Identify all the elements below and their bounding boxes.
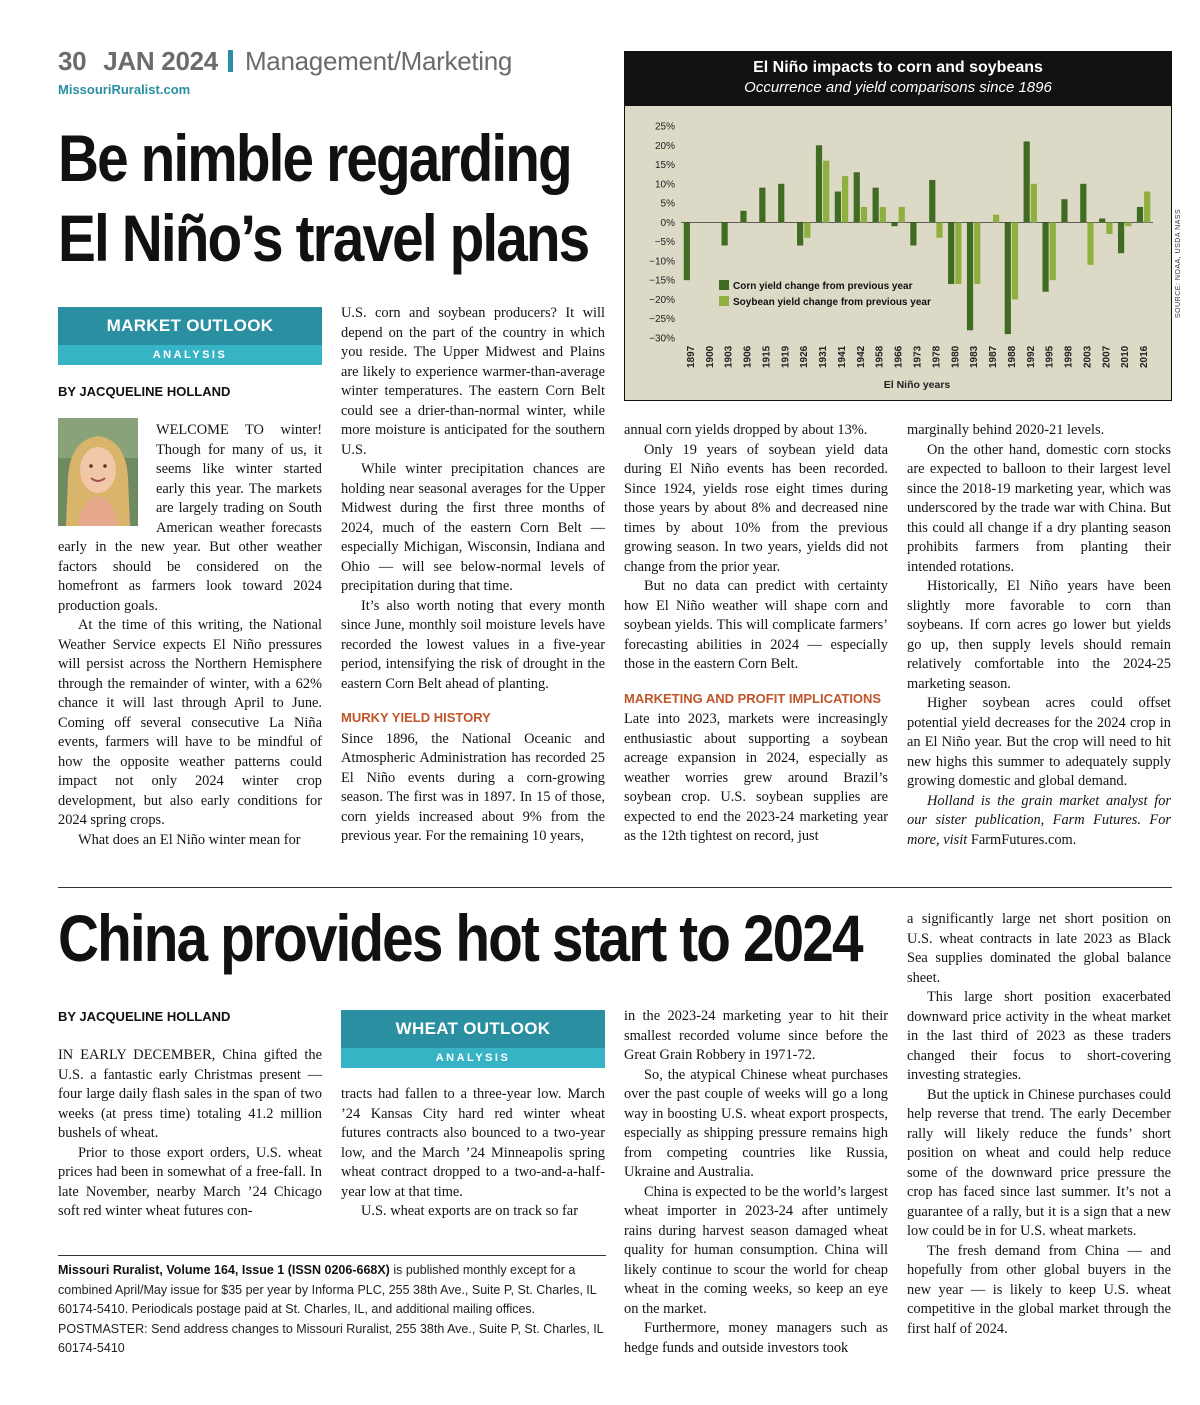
soybean-bar <box>880 207 886 222</box>
paragraph: Historically, El Niño years have been slightly more favorable to corn than soybeans. If corn acres go lower but yields go up, then supply levels should remain relatively comfortable into the 2024-25 marketing season. <box>907 578 1171 692</box>
article1-byline: BY JACQUELINE HOLLAND <box>58 384 231 399</box>
corn-bar <box>967 222 973 330</box>
article2-column3 <box>624 1007 888 1358</box>
y-tick-label: 20% <box>654 140 675 152</box>
publication-info <box>58 1261 608 1359</box>
paragraph: But no data can predict with certainty how El Niño weather will shape corn and soybean yields. This will complicate farmers’ forecasting abilities in 2024 — especially those in the eastern Corn Belt. <box>624 578 888 672</box>
x-tick-label: 1998 <box>1063 345 1075 368</box>
badge-subtitle: ANALYSIS <box>58 345 322 365</box>
corn-bar <box>929 180 935 222</box>
footer-rule <box>58 1255 606 1256</box>
soybean-bar <box>861 207 867 222</box>
y-tick-label: −30% <box>649 333 675 345</box>
corn-bar <box>722 222 728 245</box>
x-tick-label: 2007 <box>1101 345 1113 368</box>
x-tick-label: 1983 <box>969 345 981 368</box>
paragraph: Since 1896, the National Oceanic and Atmospheric Administration has recorded 25 El Niño events during a corn-growing season. The first was in 1897. In 15 of those, corn yields increased about 9% from the previous year. For the remaining 10 years, <box>341 730 605 844</box>
chart-source: SOURCE: NOAA, USDA NASS <box>1175 208 1182 318</box>
soybean-bar <box>1144 192 1150 223</box>
soybean-bar <box>823 161 829 223</box>
farmfutures-link[interactable]: FarmFutures.com. <box>970 831 1077 848</box>
paragraph: Only 19 years of soybean yield data during El Niño events has been recorded. Since 1924, yields rose eight times during those years by about 8% and decreased nine times by about 10% from the previous growing season. In two years, yields did not change from the prior year. <box>624 441 888 575</box>
article1-column1 <box>58 421 322 850</box>
paragraph: Prior to those export orders, U.S. wheat prices had been in somewhat of a free-fall. In late November, nearby March ’24 Chicago soft red winter wheat futures con- <box>58 1144 322 1219</box>
x-tick-label: 2010 <box>1120 345 1132 368</box>
paragraph: marginally behind 2020-21 levels. <box>907 422 1105 438</box>
x-tick-label: 1919 <box>780 345 792 368</box>
paragraph: What does an El Niño winter mean for <box>78 831 301 848</box>
article2-headline: China provides hot start to 2024 <box>58 901 862 975</box>
badge-title: WHEAT OUTLOOK <box>395 1019 551 1038</box>
y-tick-label: −10% <box>649 256 675 268</box>
legend-swatch-soybean <box>719 296 729 306</box>
soybean-bar <box>899 207 905 222</box>
corn-bar <box>1061 199 1067 222</box>
page-header <box>58 46 512 77</box>
article1-column4 <box>907 421 1171 850</box>
soybean-bar <box>974 222 980 284</box>
x-tick-label: 1987 <box>988 345 1000 368</box>
x-tick-label: 1978 <box>931 345 943 368</box>
paragraph: China is expected to be the world’s largest wheat importer in 2023-24 after untimely rains during harvest season damaged wheat quality for human consumption. China will likely continue to scour the world for cheap wheat in the coming weeks, so keep an eye on the market. <box>624 1183 888 1317</box>
corn-bar <box>891 222 897 226</box>
paragraph: On the other hand, domestic corn stocks are expected to balloon to their largest level since the 2018-19 marketing year, which was underscored by the trade war with China. But this could all change if a dry planting season prohibits farmers from planting their intended rotations. <box>907 441 1171 575</box>
soybean-bar <box>1012 222 1018 299</box>
paragraph: WELCOME TO winter! Though for many of us, it seems like winter started early this year. The markets are largely trading on South American weather forecasts early in the new year. But other weather factors should be considered on the homefront as farmers look toward 2024 production goals. <box>58 422 322 614</box>
y-tick-label: −5% <box>654 237 675 249</box>
corn-bar <box>1042 222 1048 291</box>
article1-headline-line2: El Niño’s travel plans <box>58 201 589 275</box>
x-tick-label: 1973 <box>912 345 924 368</box>
corn-bar <box>910 222 916 245</box>
x-tick-label: 1931 <box>818 345 830 368</box>
subhead-marketing-profit: MARKETING AND PROFIT IMPLICATIONS <box>624 690 882 706</box>
x-tick-label: 1926 <box>799 345 811 368</box>
page-number: 30 <box>58 46 87 76</box>
soybean-bar <box>1125 222 1131 226</box>
x-tick-label: 1966 <box>893 345 905 368</box>
x-tick-label: 2003 <box>1082 345 1094 368</box>
chart-title: El Niño impacts to corn and soybeans <box>753 59 1043 76</box>
corn-bar <box>873 188 879 223</box>
corn-bar <box>854 172 860 222</box>
paragraph: The fresh demand from China — and hopefully from other global buyers in the new year — is likely to keep U.S. wheat competitive in the global market through the first half of 2024. <box>907 1242 1171 1337</box>
soybean-bar <box>1031 184 1037 223</box>
y-tick-label: −15% <box>649 275 675 287</box>
author-bio: Holland is the grain market analyst for our sister publication, Farm Futures. For more, visit FarmFutures.com. <box>907 792 1171 848</box>
article2-byline: BY JACQUELINE HOLLAND <box>58 1009 231 1024</box>
website-link[interactable]: MissouriRuralist.com <box>58 82 191 97</box>
paragraph: a significantly large net short position on U.S. wheat contracts in late 2023 as Black Sea supplies dominated the global balance sheet. <box>907 911 1171 986</box>
x-tick-label: 1903 <box>723 345 735 368</box>
corn-bar <box>835 192 841 223</box>
x-tick-label: 1980 <box>950 345 962 368</box>
article1-headline-line1: Be nimble regarding <box>58 121 571 195</box>
paragraph: Higher soybean acres could offset potential yield decreases for the 2024 crop in an El Niño year. But the crop will need to hit new highs this summer to adequately supply growing domestic and global demand. <box>907 695 1171 789</box>
article2-column2 <box>341 1085 605 1222</box>
market-outlook-badge <box>58 307 322 365</box>
corn-bar <box>1024 141 1030 222</box>
corn-bar <box>1118 222 1124 253</box>
paragraph: Furthermore, money managers such as hedge funds and outside investors took <box>624 1320 888 1356</box>
corn-bar <box>1099 219 1105 223</box>
paragraph: Late into 2023, markets were increasingly enthusiastic about supporting a soybean acreage expansion in 2024, especially as weather worries grew around Brazil’s soybean crop. U.S. soybean supplies are expected to end the 2023-24 marketing year as the 12th tightest on record, just <box>624 711 888 844</box>
el-nino-chart <box>624 51 1172 401</box>
paragraph: IN EARLY DECEMBER, China gifted the U.S. a fantastic early Christmas present — four large daily flash sales in the span of two weeks (at press time) totaling 41.2 million bushels of wheat. <box>58 1047 322 1141</box>
paragraph: This large short position exacerbated downward price activity in the wheat market in the last third of 2023 as these traders changed their focus to short-covering investing strategies. <box>907 989 1171 1083</box>
badge-title: MARKET OUTLOOK <box>106 316 274 335</box>
article1-column2 <box>341 304 605 847</box>
article-divider <box>58 887 1172 888</box>
badge-subtitle: ANALYSIS <box>341 1048 605 1068</box>
chart-title-box <box>625 52 1171 106</box>
wheat-outlook-badge <box>341 1010 605 1068</box>
x-tick-label: 1900 <box>704 345 716 368</box>
paragraph: But the uptick in Chinese purchases could help reverse that trend. The early December rally will likely reduce the funds’ short position on wheat and could help reduce some of the downward price pressure the crop has faced since last summer. It’s not a guarantee of a rally, but it is a sign that a new low could be in for U.S. wheat markets. <box>907 1086 1171 1239</box>
soybean-bar <box>1050 222 1056 280</box>
soybean-bar <box>804 222 810 237</box>
corn-bar <box>1005 222 1011 334</box>
paragraph: So, the atypical Chinese wheat purchases over the past couple of weeks will go a long way in boosting U.S. wheat export prospects, especially as shipping pressure remains high from competing countries like Russia, Ukraine and Australia. <box>624 1066 888 1180</box>
x-axis-label: El Niño years <box>883 379 951 391</box>
x-tick-label: 1942 <box>855 345 867 368</box>
legend-label-soybean: Soybean yield change from previous year <box>733 297 931 308</box>
y-tick-label: 10% <box>654 179 675 191</box>
paragraph: While winter precipitation chances are holding near seasonal averages for the Upper Midwest during the first three months of 2024, much of the eastern Corn Belt — especially Michigan, Wisconsin, Indiana and Ohio — will see below-normal levels of precipitation during that time. <box>341 461 605 594</box>
y-tick-label: 15% <box>654 160 675 172</box>
article1-column3 <box>624 421 888 847</box>
y-tick-label: 25% <box>654 121 675 133</box>
x-tick-label: 1958 <box>874 345 886 368</box>
y-tick-label: −25% <box>649 314 675 326</box>
paragraph: in the 2023-24 marketing year to hit their smallest recorded volume since before the Great Grain Robbery in 1971-72. <box>624 1008 888 1063</box>
article2-column1 <box>58 1046 322 1222</box>
header-divider <box>228 50 233 72</box>
x-tick-label: 1915 <box>761 345 773 368</box>
soybean-bar <box>993 215 999 223</box>
section-name: Management/Marketing <box>244 46 513 76</box>
paragraph: annual corn yields dropped by about 13%. <box>624 422 868 438</box>
x-tick-label: 1897 <box>685 345 697 368</box>
soybean-bar <box>1087 222 1093 264</box>
article2-column4 <box>907 910 1171 1339</box>
issue-date: JAN 2024 <box>103 46 218 76</box>
chart-plot <box>625 106 1171 400</box>
x-tick-label: 1906 <box>742 345 754 368</box>
corn-bar <box>797 222 803 245</box>
y-tick-label: 0% <box>660 217 675 229</box>
paragraph: It’s also worth noting that every month since June, monthly soil moisture levels have recorded the lowest values in a five-year period, intensifying the risk of drought in the eastern Corn Belt ahead of planting. <box>341 597 605 692</box>
paragraph: U.S. wheat exports are on track so far <box>361 1203 578 1219</box>
corn-bar <box>684 222 690 280</box>
corn-bar <box>948 222 954 284</box>
x-tick-label: 1992 <box>1025 345 1037 368</box>
subhead-murky-yield-history: MURKY YIELD HISTORY <box>341 710 491 725</box>
x-tick-label: 2016 <box>1139 345 1151 368</box>
publication-info-text: is published monthly except for a combined April/May issue for $35 per year by Informa PLC, 255 38th Ave., Suite P, St. Charles, IL 60174-5410. Periodicals postage paid at St. Charles, IL, and additional mailing offices. POSTMASTER: Send address changes to Missouri Ruralist, 255 38th Ave., Suite P, St. Charles, IL 60174-5410 <box>58 1263 604 1355</box>
soybean-bar <box>1106 222 1112 234</box>
paragraph: tracts had fallen to a three-year low. March ’24 Kansas City hard red winter wheat futures contracts also bounced to a two-year low, and the March ’24 Minneapolis spring wheat contract dropped to a two-and-a-half-year low at that time. <box>341 1086 605 1200</box>
chart-subtitle: Occurrence and yield comparisons since 1896 <box>744 79 1052 96</box>
soybean-bar <box>955 222 961 284</box>
corn-bar <box>759 188 765 223</box>
legend-label-corn: Corn yield change from previous year <box>733 281 913 292</box>
corn-bar <box>1137 207 1143 222</box>
corn-bar <box>1080 184 1086 223</box>
soybean-bar <box>936 222 942 237</box>
x-tick-label: 1941 <box>836 345 848 368</box>
paragraph: U.S. corn and soybean producers? It will depend on the part of the country in which you reside. The Upper Midwest and Plains are likely to experience warmer-than-average winter temperatures. The eastern Corn Belt could see a drier-than-normal winter, while more moisture is anticipated for the southern U.S. <box>341 305 605 458</box>
y-tick-label: −20% <box>649 294 675 306</box>
paragraph: At the time of this writing, the National Weather Service expects El Niño pressures will persist across the Northern Hemisphere through the remainder of winter, with a 62% chance it will last through April to June. Coming off several consecutive La Niña events, farmers will have to be mindful of how the opposite weather patterns could impact not only 2024 winter crop development, but also early conditions for 2024 spring crops. <box>58 617 322 828</box>
x-tick-label: 1988 <box>1006 345 1018 368</box>
photo-wrap-space <box>58 421 156 531</box>
legend-swatch-corn <box>719 280 729 290</box>
publication-info-bold: Missouri Ruralist, Volume 164, Issue 1 (ISSN 0206-668X) <box>58 1263 390 1277</box>
x-tick-label: 1995 <box>1044 345 1056 368</box>
corn-bar <box>816 145 822 222</box>
corn-bar <box>740 211 746 223</box>
corn-bar <box>778 184 784 223</box>
y-tick-label: 5% <box>660 198 675 210</box>
soybean-bar <box>842 176 848 222</box>
